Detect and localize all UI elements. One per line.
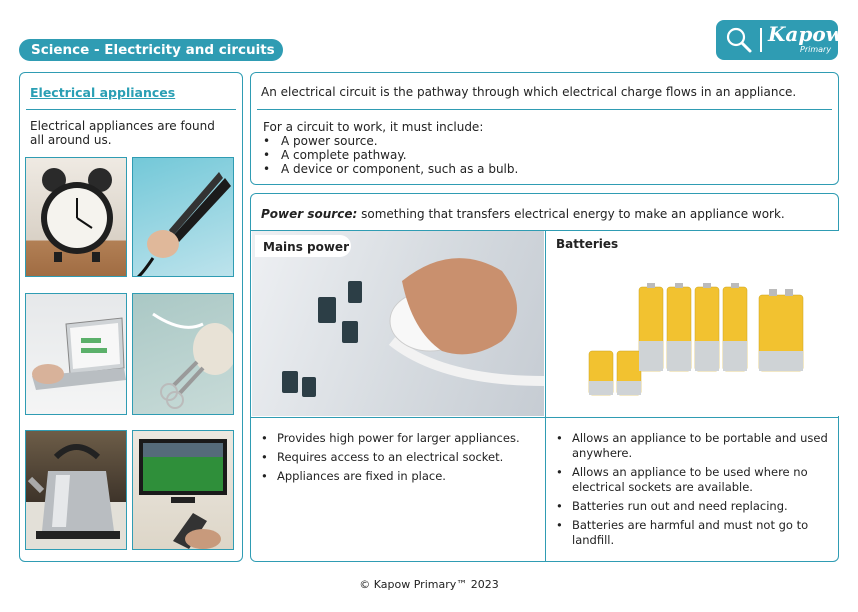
magnifier-icon xyxy=(724,26,754,54)
divider xyxy=(257,109,832,110)
list-item: • Provides high power for larger appliances. xyxy=(257,431,541,446)
hand-mixer-photo xyxy=(132,293,234,415)
page-title: Science - Electricity and circuits xyxy=(19,39,283,61)
logo-divider xyxy=(760,28,762,52)
power-source-definition xyxy=(261,207,785,221)
divider xyxy=(545,230,546,561)
power-source-text: something that transfers electrical energy to make an appliance work. xyxy=(361,207,785,221)
laptop-photo xyxy=(25,293,127,415)
list-item: • Requires access to an electrical socket. xyxy=(257,450,541,465)
list-item: • Allows an appliance to be portable and used anywhere. xyxy=(552,431,832,461)
list-item: • Batteries run out and need replacing. xyxy=(552,499,832,514)
kettle-photo xyxy=(25,430,127,550)
list-item: • A device or component, such as a bulb. xyxy=(263,162,518,176)
list-item: • Appliances are fixed in place. xyxy=(257,469,541,484)
logo-brand: Kapow xyxy=(768,22,843,46)
circuit-panel xyxy=(250,72,839,185)
power-source-label: Power source: xyxy=(261,207,358,221)
list-item: • A power source. xyxy=(263,134,518,148)
list-item: • Allows an appliance to be used where no electrical sockets are available. xyxy=(552,465,832,495)
mains-points xyxy=(257,431,541,488)
television-photo xyxy=(132,430,234,550)
appliances-title: Electrical appliances xyxy=(30,85,176,100)
mains-plug-photo xyxy=(252,231,544,416)
hair-straightener-photo xyxy=(132,157,234,277)
kapow-logo xyxy=(716,20,843,60)
list-item: • Batteries are harmful and must not go to landfill. xyxy=(552,518,832,548)
divider xyxy=(26,109,236,110)
batteries-title: Batteries xyxy=(556,237,619,251)
circuit-definition: An electrical circuit is the pathway through which electrical charge flows in an appliance. xyxy=(261,85,797,99)
circuit-requirements xyxy=(263,134,518,176)
batteries-photo xyxy=(547,231,839,416)
logo-sub: Primary xyxy=(800,45,832,54)
copyright-footer: © Kapow Primary™ 2023 xyxy=(359,578,499,591)
appliances-text: Electrical appliances are found all around us. xyxy=(30,119,215,147)
circuit-intro: For a circuit to work, it must include: xyxy=(263,120,484,134)
batteries-points xyxy=(552,431,832,552)
mains-title: Mains power xyxy=(263,240,349,254)
list-item: • A complete pathway. xyxy=(263,148,518,162)
alarm-clock-photo xyxy=(25,157,127,277)
power-source-panel xyxy=(250,193,839,562)
